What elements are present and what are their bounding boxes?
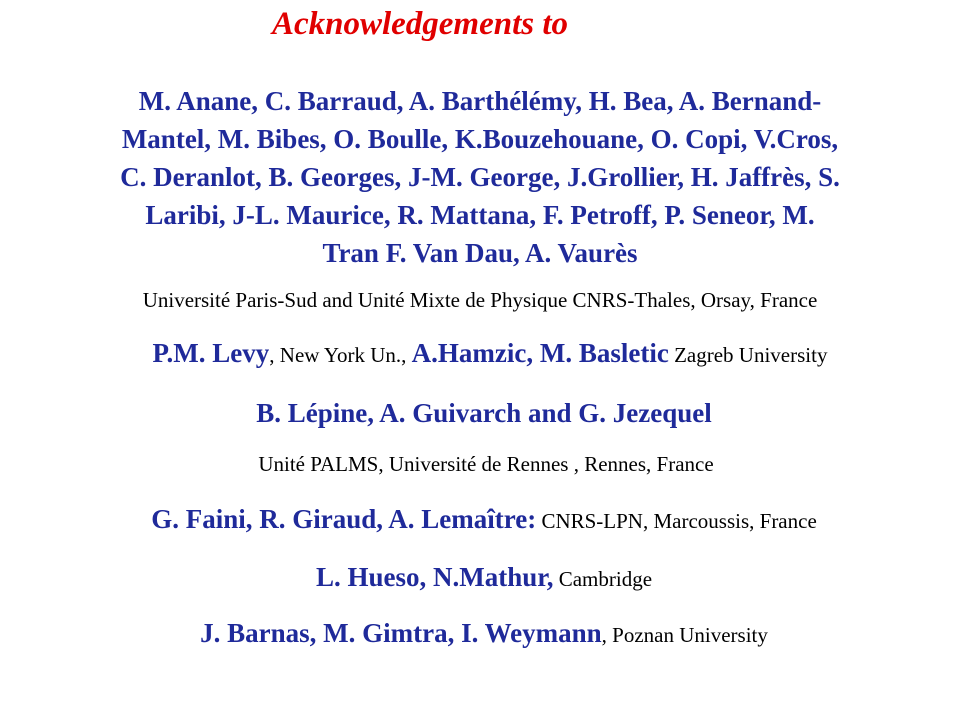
poznan-names: J. Barnas, M. Gimtra, I. Weymann <box>200 618 602 648</box>
main-affiliation: Université Paris-Sud and Unité Mixte de Physique CNRS-Thales, Orsay, France <box>142 288 818 312</box>
zagreb-names: A.Hamzic, M. Basletic <box>411 338 669 368</box>
slide-title: Acknowledgements to <box>271 6 569 42</box>
cambridge-names: L. Hueso, N.Mathur, <box>315 562 554 592</box>
lpn-line <box>4 504 960 535</box>
cambridge-line <box>4 562 960 593</box>
rennes-affiliation: Unité PALMS, Université de Rennes , Rennes, France <box>258 452 714 476</box>
main-names-line-3: C. Deranlot, B. Georges, J-M. George, J.Grollier, H. Jaffrès, S. <box>120 162 840 192</box>
levy-line <box>10 338 960 369</box>
main-names-line-4: Laribi, J-L. Maurice, R. Mattana, F. Petroff, P. Seneor, M. <box>145 200 815 230</box>
lpn-affiliation: CNRS-LPN, Marcoussis, France <box>536 509 817 533</box>
rennes-names: B. Lépine, A. Guivarch and G. Jezequel <box>256 398 712 428</box>
poznan-line <box>4 618 960 649</box>
levy-name: P.M. Levy <box>152 338 270 368</box>
cambridge-affiliation: Cambridge <box>553 567 653 591</box>
lpn-names: G. Faini, R. Giraud, A. Lemaître: <box>151 504 537 534</box>
main-names-line-1: M. Anane, C. Barraud, A. Barthélémy, H. Bea, A. Bernand- <box>138 86 822 116</box>
levy-affiliation: , New York Un., <box>269 343 412 367</box>
main-names-line-2: Mantel, M. Bibes, O. Boulle, K.Bouzehouane, O. Copi, V.Cros, <box>121 124 839 154</box>
poznan-affiliation: , Poznan University <box>601 623 768 647</box>
zagreb-affiliation: Zagreb University <box>668 343 828 367</box>
main-names-line-5: Tran F. Van Dau, A. Vaurès <box>322 238 638 268</box>
